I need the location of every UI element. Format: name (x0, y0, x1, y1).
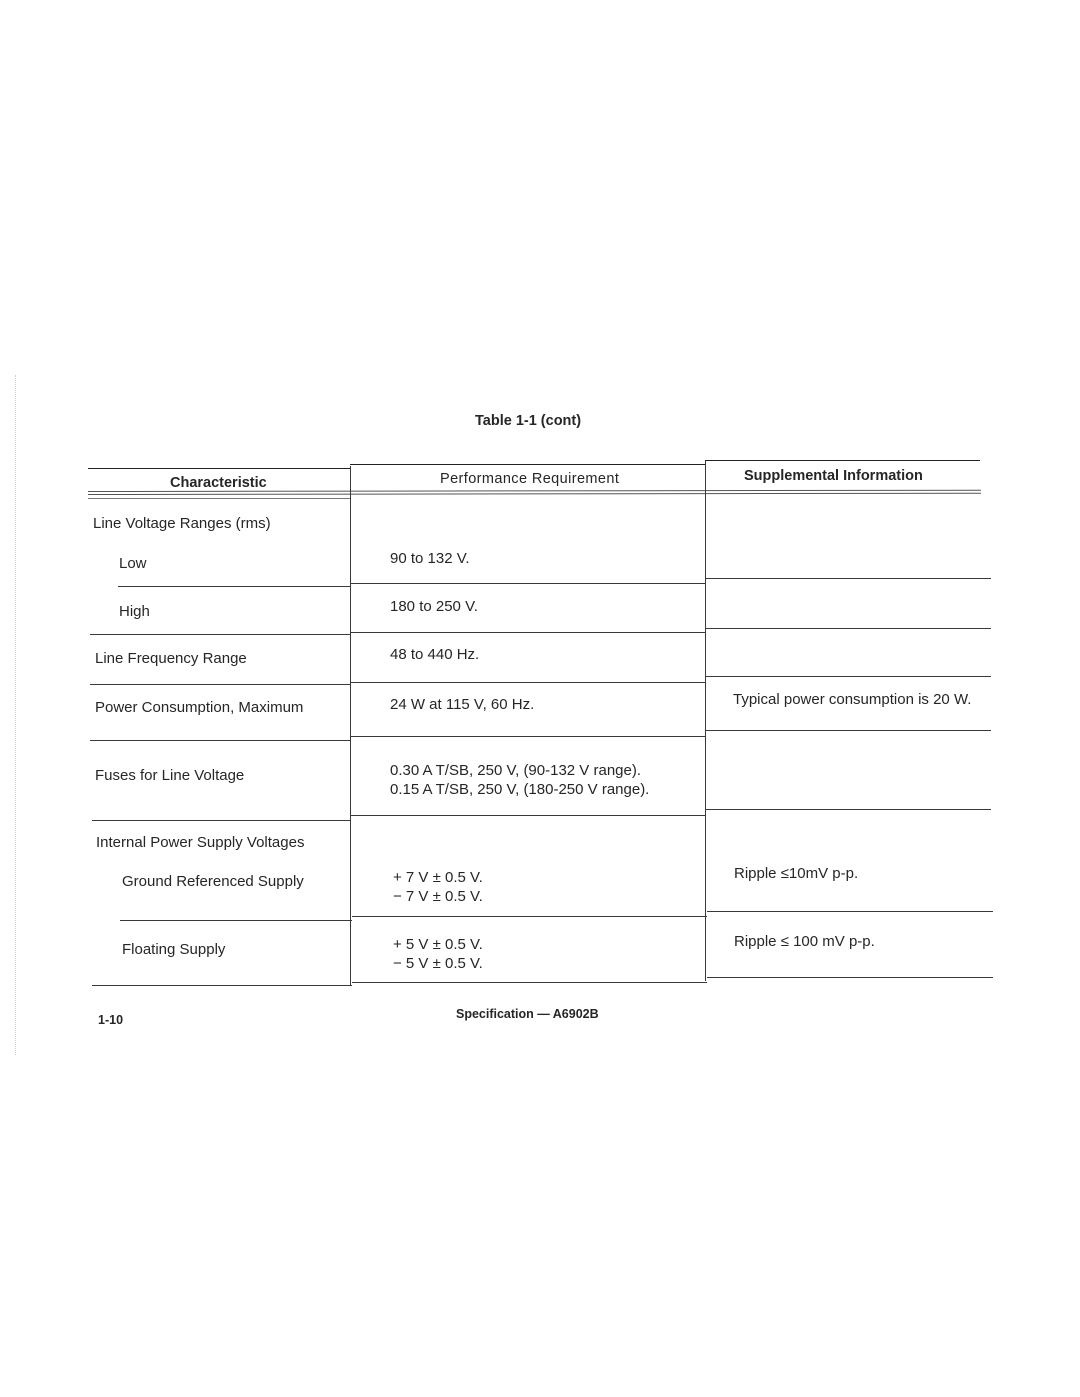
row-rule-frequency-mid (350, 682, 705, 683)
row-value-fuses-1: 0.30 A T/SB, 250 V, (90-132 V range). (390, 762, 642, 779)
row-info-power-consumption: Typical power consumption is 20 W. (733, 691, 972, 708)
row-label-internal-supply: Internal Power Supply Voltages (96, 834, 305, 851)
header-underline (88, 498, 350, 499)
row-rule-fuses-mid (350, 815, 705, 816)
row-value-power-consumption: 24 W at 115 V, 60 Hz. (390, 696, 535, 713)
row-rule-high (90, 634, 350, 635)
row-rule-high-right (705, 628, 991, 629)
header-top-rule-mid (350, 464, 705, 465)
row-rule-power-right (705, 730, 991, 731)
column-header-supplemental: Supplemental Information (744, 468, 923, 484)
row-rule-low-right (705, 578, 991, 579)
table-bottom-rule-mid (352, 982, 707, 983)
row-rule-frequency (90, 684, 350, 685)
row-value-ground-supply-2: − 7 V ± 0.5 V. (393, 888, 483, 905)
row-value-fuses-2: 0.15 A T/SB, 250 V, (180-250 V range). (390, 781, 650, 798)
row-value-line-frequency: 48 to 440 Hz. (390, 646, 480, 663)
row-rule-power (90, 740, 350, 741)
header-top-rule-right (705, 460, 980, 461)
row-value-floating-supply-1: + 5 V ± 0.5 V. (393, 936, 483, 953)
row-rule-fuses (92, 820, 350, 821)
row-label-power-consumption: Power Consumption, Maximum (95, 699, 304, 716)
table-title: Table 1-1 (cont) (475, 413, 582, 429)
column-header-performance: Performance Requirement (440, 471, 620, 487)
row-rule-ground (120, 920, 352, 921)
row-rule-ground-mid (352, 916, 707, 917)
footer-section: Specification — A6902B (456, 1007, 599, 1021)
row-value-floating-supply-2: − 5 V ± 0.5 V. (393, 955, 483, 972)
scan-margin-mark (15, 375, 16, 1055)
row-label-line-frequency: Line Frequency Range (95, 650, 247, 667)
page-number: 1-10 (98, 1013, 124, 1027)
column-header-characteristic: Characteristic (170, 475, 267, 491)
table-bottom-rule-right (707, 977, 993, 978)
column-divider-1 (350, 466, 351, 986)
row-rule-high-mid (350, 632, 705, 633)
row-label-low: Low (119, 555, 147, 572)
header-top-rule-left (88, 468, 350, 469)
row-label-fuses: Fuses for Line Voltage (95, 767, 245, 784)
row-info-floating-supply: Ripple ≤ 100 mV p-p. (734, 933, 875, 950)
row-rule-fuses-right (705, 809, 991, 810)
row-value-low: 90 to 132 V. (390, 550, 470, 567)
row-rule-ground-right (707, 911, 993, 912)
table-bottom-rule (92, 985, 352, 986)
row-value-high: 180 to 250 V. (390, 598, 478, 615)
row-rule-low (118, 586, 350, 587)
row-label-line-voltage: Line Voltage Ranges (rms) (93, 515, 271, 532)
row-label-ground-supply: Ground Referenced Supply (122, 873, 304, 890)
row-label-floating-supply: Floating Supply (122, 941, 226, 958)
row-info-ground-supply: Ripple ≤10mV p-p. (734, 865, 859, 882)
header-bottom-double-rule (88, 490, 981, 495)
row-value-ground-supply-1: + 7 V ± 0.5 V. (393, 869, 483, 886)
column-divider-2 (705, 461, 706, 981)
row-rule-frequency-right (705, 676, 991, 677)
row-rule-power-mid (350, 736, 705, 737)
row-label-high: High (119, 603, 150, 620)
row-rule-low-mid (350, 583, 705, 584)
